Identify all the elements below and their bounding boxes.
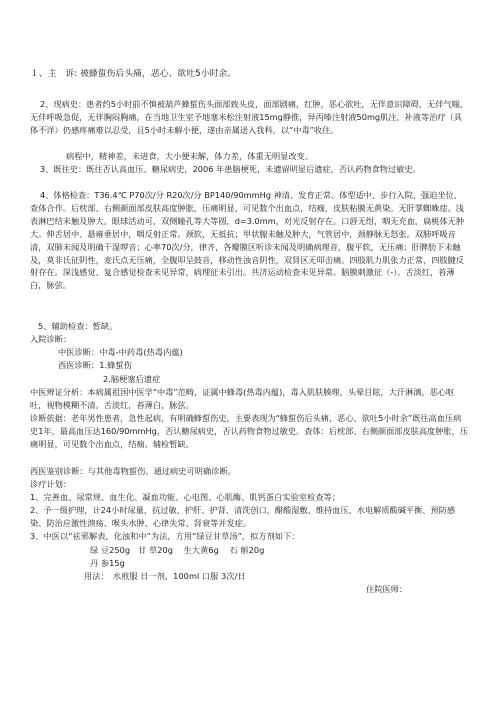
chief-complaint: １、主 诉: 被蜂蜇伤后头痛，恶心、欲吐5小时余。 xyxy=(30,69,237,79)
prescription-usage: 用法： 水煎服 日一剂，100ml 口服 3次/日 xyxy=(84,571,246,581)
physical-exam: 4、体格检查：T36.4℃ P70次/分 R20次/分 BP140/90mmHg 神清、发育正常、体型适中、步行入院、强迫坐位、查体合作。后枕部、右侧颜面部皮肤高度肿胀，压痛明显，可见数个出血点，结痂，皮肤粘膜无黄染。无肝掌蜘蛛痣。浅表淋巴结未触及肿大。眼球活动可，双侧瞳孔等大等圆，d=3.0mm，对光反射存在。口唇无绀，咽无充血，扁桃体无肿大。伸舌居中、悬雍垂居中，咽反射正常。颈软，无抵抗；甲状腺未触及肿大，气管居中，颈静脉无怒张。双肺呼吸音清，双肺未闻及明确干湿啰音；心率70次/分，律齐，各瓣膜区听诊未闻及明确病理音，腹平软，无压痛；肝脾肋下未触及，莫非氏征阴性，麦氏点无压痛，全腹叩呈鼓音，移动性浊音阴性，双肾区无叩击痛。四肢肌力肌张力正常，四肢腱反射存在。深浅感觉、复合感觉检查未见异常，病理征未引出。共济运动检查未见异常。脑膜刺激征（-）。舌淡红，苔薄白，脉弦。 xyxy=(30,190,465,291)
treatment-plan-2: 2、予一级护理，计24小时尿量，抗过敏、护肝、护肾、清洗创口，醋酸湿敷、维持血压、水电解质酸碱平衡、预防感染、防治应激性溃疡、喉头水肿、心律失常、肾衰等并发症。 xyxy=(30,505,456,528)
treatment-plan-3: 3、中医以“祛邪解表，化浊和中”为法，方用“绿豆甘草汤”，拟方剂如下： xyxy=(30,531,300,541)
differential-diagnosis: 西医鉴别诊断：与其他毒物蜇伤。通过病史可明确诊断。 xyxy=(30,466,236,476)
diagnosis-basis: 诊断依据：老年男性患者，急性起病，有明确蜂蜇伤史，主要表现为“蜂蜇伤后头痛，恶心、欲吐5小时余”既往高血压病史1年，最高血压达160/90mmHg，否认糖尿病史，否认药物食物过敏史。查体：后枕部、右侧颜面部皮肤高度肿胀，压痛明显，可见数个出血点，结痂。辅检暂缺。 xyxy=(30,413,468,449)
treatment-plan-1: 1、完善血、尿常规、血生化、凝血功能、心电图、心肌酶、肌钙蛋白实验室检查等； xyxy=(30,492,341,502)
present-illness-course: 病程中，精神差，未进食，大小便未解，体力差，体重无明显改变。 xyxy=(66,151,314,161)
western-diagnosis-1: 西医诊断：1.蜂蜇伤 xyxy=(58,360,132,370)
admission-diagnosis-label: 入院诊断： xyxy=(30,334,72,344)
tcm-analysis: 中医辨证分析：本病属祖国中医学“中毒”范畴，证属中蜂毒(热毒内蕴)，毒入肌肤腠理，头晕目眩，大汗淋漓，恶心呕吐，视物模糊不清。舌淡红，苔薄白，脉弦。 xyxy=(30,387,455,410)
western-diagnosis-2: 2.脑梗塞后遗症 xyxy=(103,374,161,384)
treatment-plan-label: 诊疗计划： xyxy=(30,479,72,489)
present-illness: 2、现病史：患者约5小时前不慎被葫芦蜂蜇伤头面部致头皮，面部剧痛，红肿，恶心欲吐，无伴意识障碍，无伴气喘，无伴呼吸急促，无伴胸闷胸痛，在当地卫生室予地塞米松注射液15mg静推，异丙嗪注射液50mg肌注，补液等治疗（具体不详）仍感疼痛难以忍受，且5小时未解小便，遂由亲属送入我科，以“中毒”收住。 xyxy=(30,99,468,135)
auxiliary-exam: 5、辅助检查：暂缺。 xyxy=(38,321,118,331)
prescription-line-1: 绿 豆250g 甘 草20g 生大黄6g 石 斛20g xyxy=(90,545,265,555)
past-history: 3、既往史：既往否认高血压、糖尿病史，2006 年患脑梗死，未遗留明显后遗症，否认药物食物过敏史。 xyxy=(40,164,421,174)
tcm-diagnosis: 中医诊断：中毒-中药毒(热毒内蕴) xyxy=(58,347,183,357)
prescription-line-2: 丹 参15g xyxy=(90,558,125,568)
signature-label: 住院医师： xyxy=(366,584,408,594)
